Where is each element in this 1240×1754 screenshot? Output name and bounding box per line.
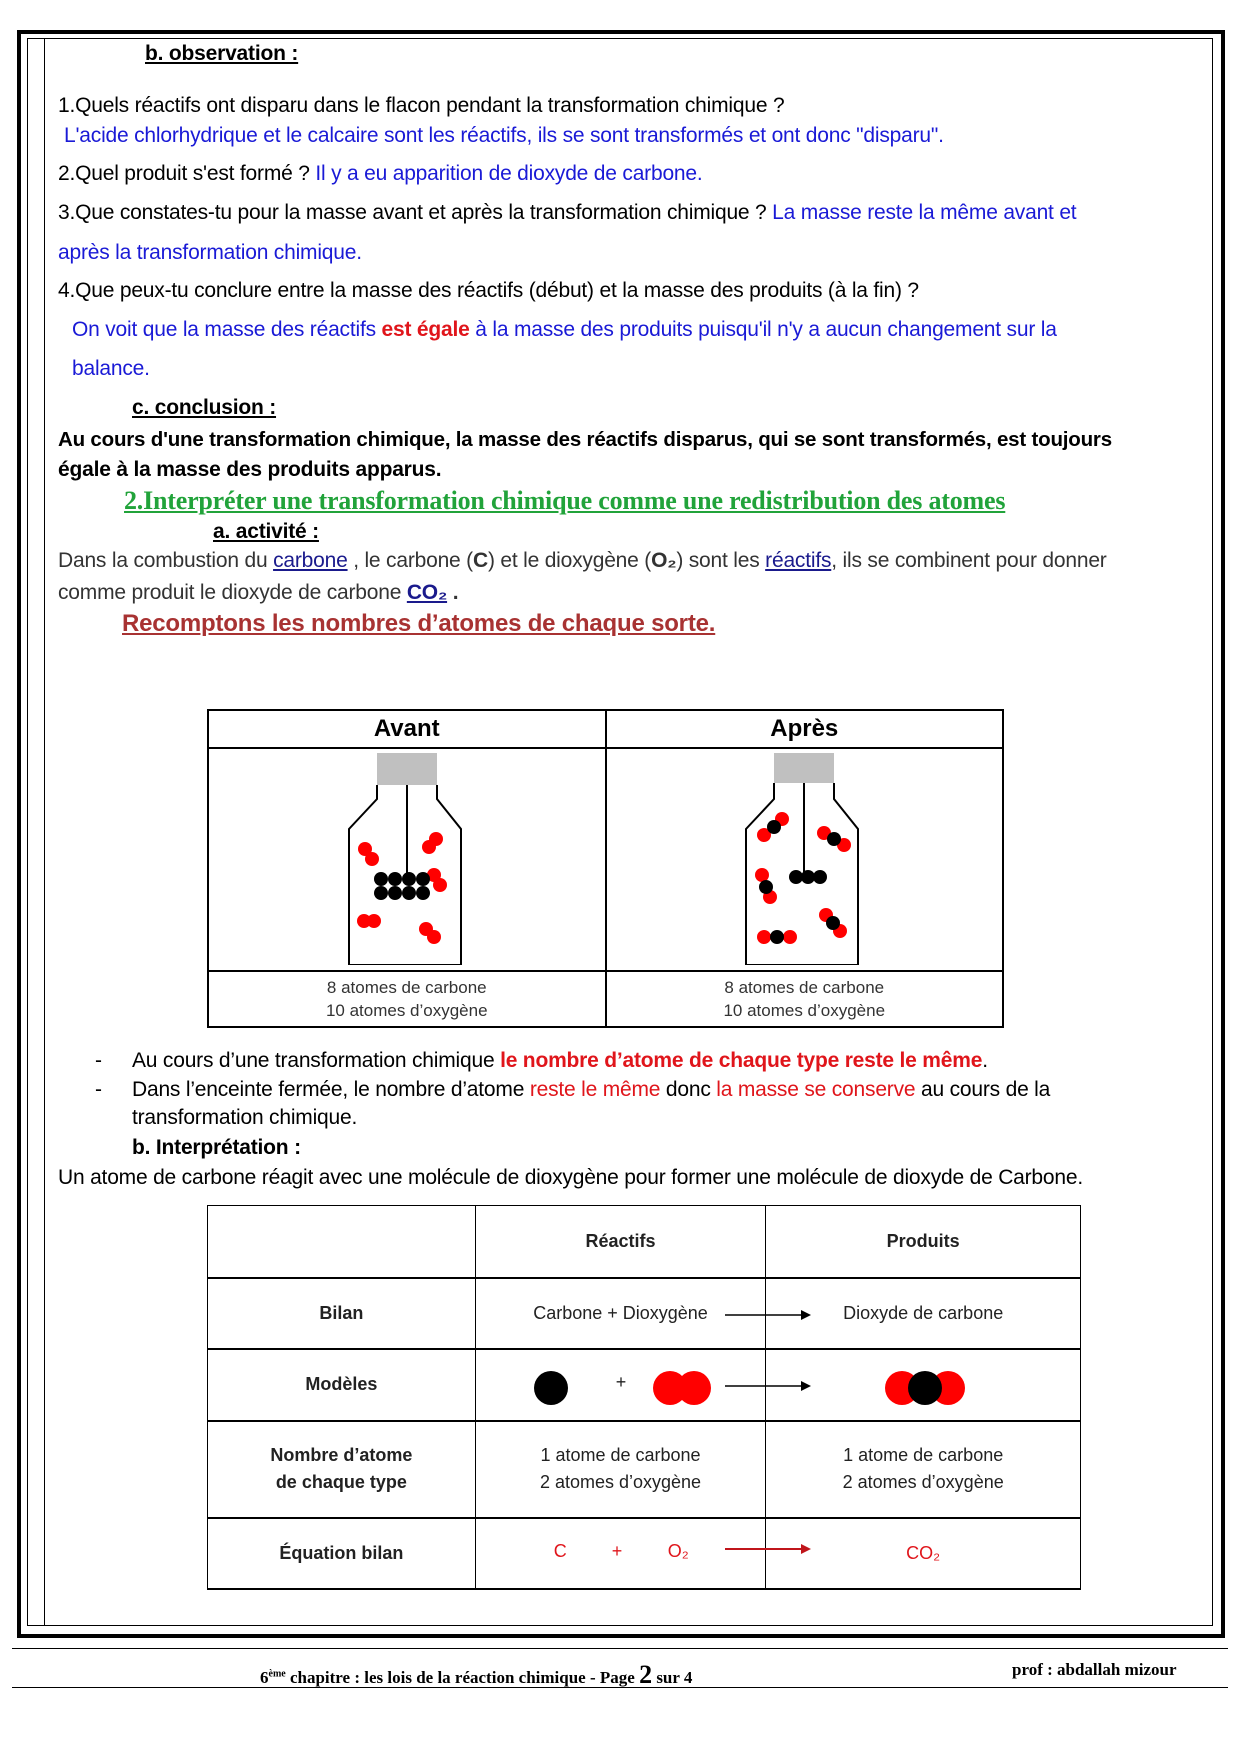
p2: , le carbone ( [347, 549, 473, 572]
r2: 2 atomes d’oxygène [539, 1472, 702, 1492]
atoms-table [207, 709, 1004, 1028]
modeles-reactifs [475, 1349, 766, 1421]
chapter-text: chapitre : les lois de la réaction chimique - Page [285, 1668, 640, 1687]
bullet-2-cont: transformation chimique. [132, 1106, 358, 1129]
caption-apres [606, 971, 1004, 1027]
plus-sign: + [615, 1371, 627, 1392]
equation-reactifs [475, 1518, 766, 1589]
answer-3a: La masse reste la même avant et [772, 201, 1077, 224]
row-label-modeles: Modèles [208, 1349, 476, 1421]
arrow-icon [725, 1309, 811, 1321]
p6: comme produit le dioxyde de carbone [58, 581, 407, 604]
bullet-1 [132, 1049, 988, 1073]
answer-3b: après la transformation chimique. [58, 241, 362, 264]
p4: ) sont les [676, 549, 766, 572]
header-produits: Produits [766, 1206, 1081, 1278]
co2-molecule-model [882, 1368, 968, 1408]
answer-4d: balance. [72, 357, 150, 380]
p5: , ils se combinent pour donner [831, 549, 1107, 572]
caption-oxygen: 10 atomes d’oxygène [723, 1001, 886, 1020]
p1: 1 atome de carbone [843, 1445, 1004, 1465]
question-4: 4.Que peux-tu conclure entre la masse des réactifs (début) et la masse des produits (à la fin) ? [58, 279, 919, 302]
eq-c: C [553, 1540, 567, 1561]
b1b: le nombre d’atome de chaque type reste le même [500, 1049, 983, 1072]
caption-carbon: 8 atomes de carbone [724, 978, 885, 997]
interpretation-heading: b. Interprétation : [132, 1136, 301, 1159]
page-number: 2 [639, 1660, 653, 1689]
row-label-nombre [208, 1421, 476, 1518]
recount-heading: Recomptons les nombres d’atomes de chaque sorte. [122, 610, 716, 637]
eq-o2: O₂ [667, 1540, 689, 1561]
b2b: reste le même [529, 1078, 661, 1101]
conclusion-heading: c. conclusion : [132, 396, 277, 419]
chapter-num: 6 [260, 1668, 269, 1687]
bullet-dash: - [95, 1049, 102, 1072]
empty-cell [208, 1206, 476, 1278]
b2c: donc [660, 1078, 717, 1101]
bottle-apres-cell [606, 748, 1004, 971]
caption-oxygen: 10 atomes d’oxygène [325, 1001, 488, 1020]
activite-heading: a. activité : [213, 520, 319, 543]
activite-paragraph-2 [58, 581, 458, 605]
b2a: Dans l’enceinte fermée, le nombre d’atome [132, 1078, 530, 1101]
chapter-sup: ème [268, 1668, 286, 1680]
header-avant: Avant [208, 710, 606, 748]
question-3 [58, 201, 1076, 225]
dioxygen-molecule-model [650, 1368, 716, 1408]
p7: . [447, 581, 459, 604]
header-apres: Après [606, 710, 1004, 748]
b2e: au cours de la [915, 1078, 1051, 1101]
bilan-produits: Dioxyde de carbone [766, 1278, 1081, 1349]
footer-chapter [260, 1660, 692, 1690]
row-label-bilan: Bilan [208, 1278, 476, 1349]
b2d: la masse se conserve [716, 1078, 916, 1101]
p3: ) et le dioxygène ( [487, 549, 652, 572]
interpretation-table [207, 1205, 1081, 1590]
p1: Dans la combustion du [58, 549, 274, 572]
eq-plus: + [611, 1540, 623, 1561]
q3-text: 3.Que constates-tu pour la masse avant et après la transformation chimique ? [58, 201, 767, 224]
a4c: à la masse des produits puisqu'il n'y a aucun changement sur la [475, 318, 1057, 341]
label-line-1: Nombre d’atome [270, 1445, 413, 1465]
c: C [472, 549, 488, 572]
b1a: Au cours d’une transformation chimique [132, 1049, 501, 1072]
header-reactifs: Réactifs [475, 1206, 766, 1278]
label-line-2: de chaque type [275, 1472, 407, 1492]
co2-link[interactable]: CO₂ [406, 581, 448, 604]
margin-line [44, 38, 45, 1626]
question-1: 1.Quels réactifs ont disparu dans le flacon pendant la transformation chimique ? [58, 94, 785, 117]
bilan-reactifs-text: Carbone + Dioxygène [533, 1302, 708, 1323]
a4b: est égale [381, 318, 470, 341]
conclusion-line-1: Au cours d'une transformation chimique, la masse des réactifs disparus, qui se sont transformés, est toujours [58, 428, 1112, 451]
question-2 [58, 162, 703, 186]
carbon-atom-model [531, 1368, 571, 1408]
nombre-produits [766, 1421, 1081, 1518]
footer-divider-bottom [12, 1687, 1228, 1688]
conclusion-line-2: égale à la masse des produits apparus. [58, 458, 442, 481]
section-2-title: 2.Interpréter une transformation chimique comme une redistribution des atomes [124, 486, 1006, 515]
b1c: . [982, 1049, 988, 1072]
q2-text: 2.Quel produit s'est formé ? [58, 162, 310, 185]
row-label-equation: Équation bilan [208, 1518, 476, 1589]
bilan-reactifs [475, 1278, 766, 1349]
o2: O₂ [651, 549, 677, 572]
bottle-avant-cell [208, 748, 606, 971]
caption-carbon: 8 atomes de carbone [326, 978, 487, 997]
bullet-dash: - [95, 1078, 102, 1101]
footer-divider-top [12, 1648, 1228, 1649]
r1: 1 atome de carbone [540, 1445, 701, 1465]
a4a: On voit que la masse des réactifs [72, 318, 376, 341]
bottle-apres-illustration [734, 749, 874, 965]
bottle-avant-illustration [337, 749, 477, 965]
observation-heading: b. observation : [145, 42, 299, 65]
answer-4 [72, 318, 1057, 342]
carbone-link[interactable]: carbone [273, 549, 348, 572]
page-of: sur 4 [652, 1668, 693, 1687]
nombre-reactifs [475, 1421, 766, 1518]
answer-1: L'acide chlorhydrique et le calcaire sont les réactifs, ils se sont transformés et ont donc "disparu". [64, 124, 944, 147]
reactifs-link[interactable]: réactifs [765, 549, 832, 572]
modeles-produits [766, 1349, 1081, 1421]
p2: 2 atomes d’oxygène [842, 1472, 1004, 1492]
arrow-icon [725, 1543, 811, 1555]
bullet-2 [132, 1078, 1050, 1102]
caption-avant [208, 971, 606, 1027]
answer-2: Il y a eu apparition de dioxyde de carbone. [315, 162, 703, 185]
equation-produits: CO₂ [766, 1518, 1081, 1589]
activite-paragraph-1 [58, 549, 1107, 573]
footer-author: prof : abdallah mizour [1012, 1660, 1177, 1679]
interpretation-sentence: Un atome de carbone réagit avec une molécule de dioxygène pour former une molécule de dioxyde de Carbone. [58, 1166, 1083, 1189]
